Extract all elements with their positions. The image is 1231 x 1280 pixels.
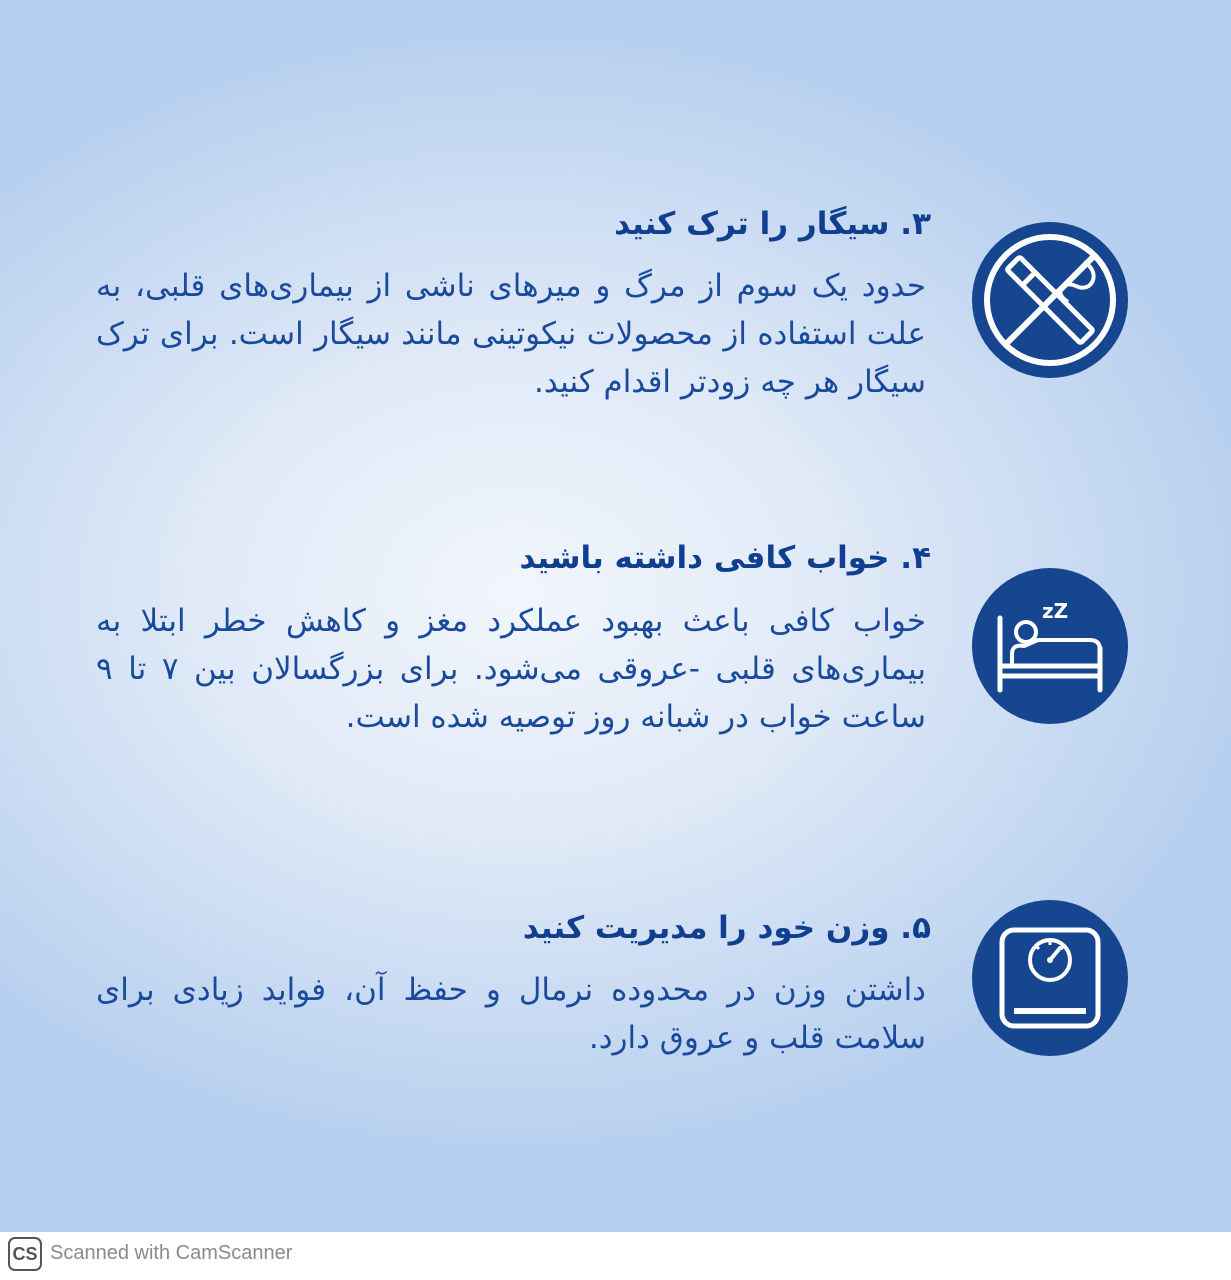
camscanner-watermark-text: Scanned with CamScanner xyxy=(50,1242,293,1264)
section-body: داشتن وزن در محدوده نرمال و حفظ آن، فواید زیادی برای سلامت قلب و عروق دارد. xyxy=(96,972,926,1056)
camscanner-logo: CS xyxy=(8,1237,42,1271)
section-body: حدود یک سوم از مرگ و میرهای ناشی از بیماری‌های قلبی، به علت استفاده از محصولات نیکوتینی مانند سیگار است. برای ترک سیگار هر چه زودتر اقدام کنید. xyxy=(96,268,926,400)
section-body: خواب کافی باعث بهبود عملکرد مغز و کاهش خطر ابتلا به بیماری‌های قلبی -عروقی می‌شود. برای بزرگسالان بین ۷ تا ۹ ساعت خواب در شبانه روز توصیه شده است. xyxy=(96,603,926,735)
section-title: ۵. وزن خود را مدیریت کنید xyxy=(522,910,931,946)
no-smoking-icon xyxy=(972,222,1128,378)
sleep-bed-icon xyxy=(972,568,1128,724)
weight-scale-icon xyxy=(972,900,1128,1056)
section-title: ۴. خواب کافی داشته باشید xyxy=(519,540,931,576)
sleep-z-text: zZ xyxy=(1042,599,1069,623)
section-title: ۳. سیگار را ترک کنید xyxy=(614,206,931,242)
